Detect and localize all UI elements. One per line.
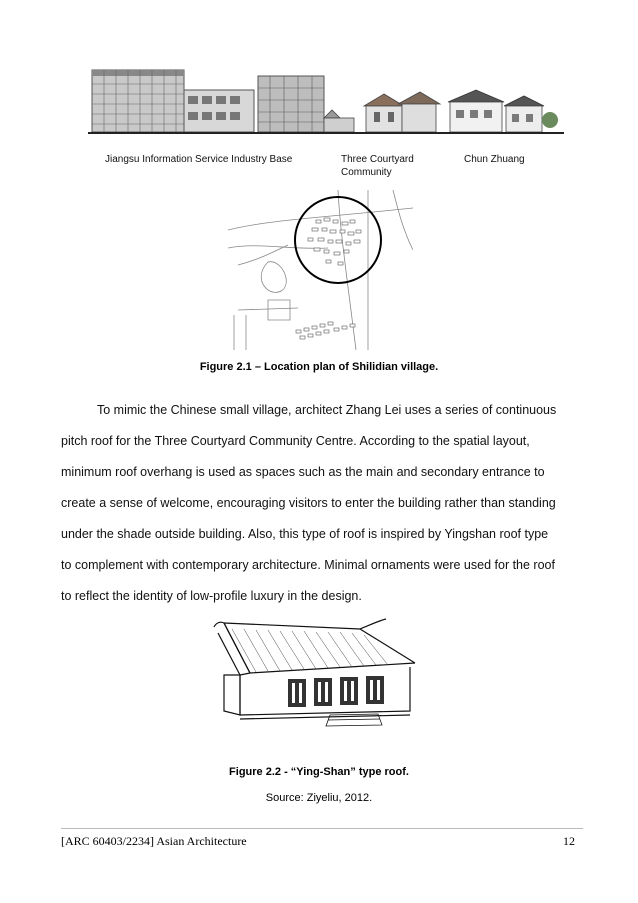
village-building-blocks [296,218,361,339]
caption-jiangsu: Jiangsu Information Service Industry Base [105,154,293,165]
body-line-5: under the shade outside building. Also, this type of roof is inspired by Yingshan roof type [61,527,549,541]
location-plan-map [228,190,413,350]
body-line-7: to reflect the identity of low-profile luxury in the design. [61,589,362,603]
footer-divider [61,828,583,829]
footer-page-number: 12 [563,834,575,848]
caption-three-courtyard-line1: Three Courtyard [341,154,414,165]
ying-shan-roof-drawing [210,615,430,730]
body-line-4: create a sense of welcome, encouraging visitors to enter the building rather than standing [61,496,556,510]
caption-three-courtyard [341,153,414,179]
caption-chun-zhuang: Chun Zhuang [464,154,525,165]
caption-three-courtyard-line2: Community [341,167,392,178]
figure-2-caption: Figure 2.2 - “Ying-Shan” type roof. [229,766,409,778]
body-line-1: To mimic the Chinese small village, architect Zhang Lei uses a series of continuous [97,403,557,417]
building-skyline-illustration [88,62,564,136]
figure-2-source: Source: Ziyeliu, 2012. [265,792,373,804]
figure-1-caption: Figure 2.1 – Location plan of Shilidian village. [199,361,439,373]
body-line-6: to complement with contemporary architecture. Minimal ornaments were used for the roof [61,558,555,572]
body-line-3: minimum roof overhang is used as spaces such as the main and secondary entrance to [61,465,545,479]
body-line-2: pitch roof for the Three Courtyard Community Centre. According to the spatial layout, [61,434,530,448]
footer-course-title: [ARC 60403/2234] Asian Architecture [61,834,247,848]
